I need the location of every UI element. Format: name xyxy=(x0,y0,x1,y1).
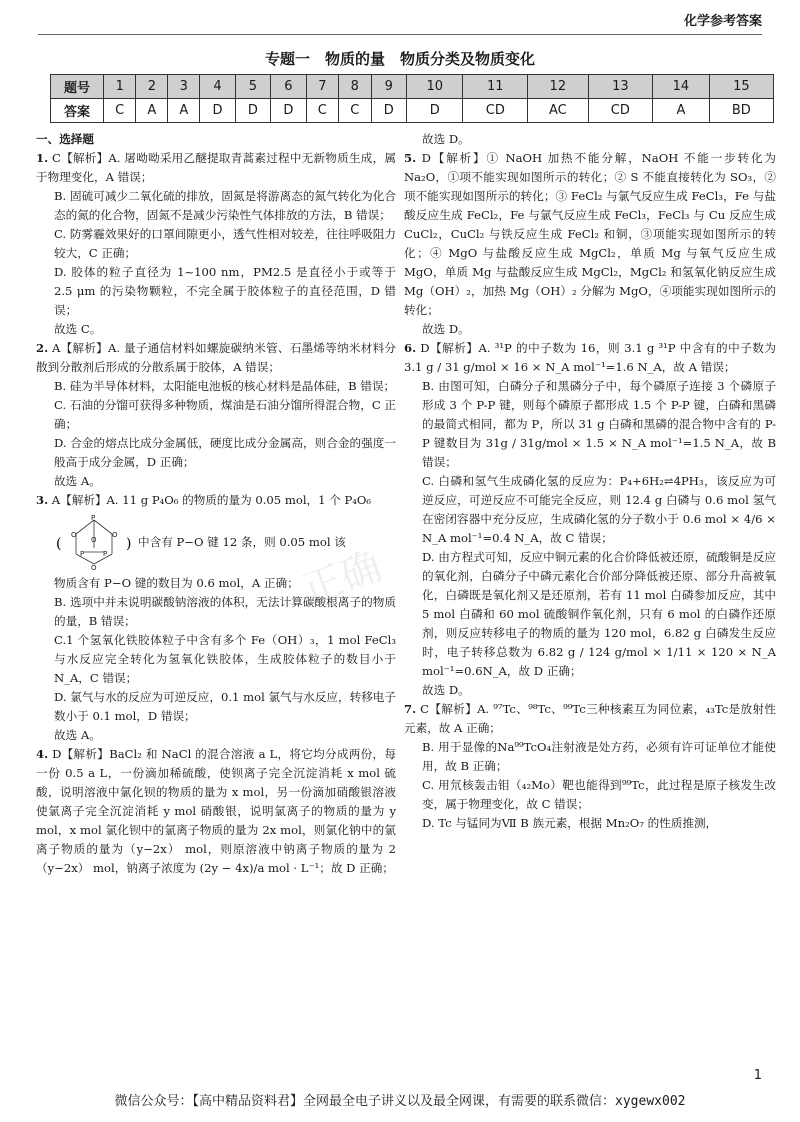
question-item xyxy=(404,339,776,377)
paragraph-text: B. 硅为半导体材料，太阳能电池板的核心材料是晶体硅，B 错误； xyxy=(54,379,396,393)
row-label-answer: 答案 xyxy=(51,99,104,123)
svg-text:O: O xyxy=(91,536,97,544)
question-answer-text: D【解析】① NaOH 加热不能分解，NaOH 不能一步转化为 Na₂O，①项不能实现如图所示的转化；② S 不能直接转化为 SO₃，②项不能实现如图所示的转化；③ FeCl₂ 与氯气反应生成 FeCl₃，Fe 与盐酸反应生成 FeCl₂，Fe 与氯气反应生成 FeCl₃，FeCl₃ 与 Cu 反应生成 CuCl₂，CuCl₂ 与铁反应生成 FeCl₂ 和铜，③项能实现如图所示的转化；④ MgO 与盐酸反应生成 MgCl₂，单质 Mg 与氧气反应生成 MgO，单质 Mg 与盐酸反应生成 MgCl₂，MgCl₂ 和氢氧化钠反应生成 Mg（OH）₂，加热 Mg（OH）₂ 分解为 MgO，④项能实现如图所示的转化； xyxy=(404,151,777,317)
question-answer-text: C【解析】A. 屠呦呦采用乙醚提取青蒿素过程中无新物质生成，属于物理变化，A 错误； xyxy=(36,151,396,184)
left-column xyxy=(36,130,396,878)
question-number-cell: 2 xyxy=(136,75,168,99)
question-number-cell: 15 xyxy=(709,75,773,99)
question-answer-text: A【解析】A. 11 g P₄O₆ 的物质的量为 0.05 mol，1 个 P₄O₆ xyxy=(51,493,372,507)
p4o6-structure xyxy=(36,510,396,574)
paragraph-text: 故选 D。 xyxy=(422,132,470,146)
question-item xyxy=(36,149,396,187)
answer-cell: D xyxy=(235,99,270,123)
paragraph-text: 故选 D。 xyxy=(422,683,470,697)
answer-cell: D xyxy=(406,99,462,123)
question-answer-text: C【解析】A. ⁹⁷Tc、⁹⁸Tc、⁹⁹Tc三种核素互为同位素，₄₃Tc是放射性元素，故 A 正确； xyxy=(404,702,776,735)
question-number-cell: 9 xyxy=(371,75,406,99)
answer-cell: C xyxy=(104,99,136,123)
svg-text:P: P xyxy=(103,550,108,558)
paragraph-text: C. 白磷和氢气生成磷化氢的反应为：P₄+6H₂⇌4PH₃，该反应为可逆反应，可逆反应不可能完全反应，则 12.4 g 白磷与 0.6 mol 氢气在密闭容器中充分反应，生成磷化氢的分子数小于 0.6 mol × 4/6 × N_A mol⁻¹=0.4 N_A，故 C 错误； xyxy=(422,474,776,545)
answer-cell: A xyxy=(136,99,168,123)
question-answer-text: D【解析】BaCl₂ 和 NaCl 的混合溶液 a L，将它均分成两份，每一份 0.5 a L，一份滴加稀硫酸，使钡离子完全沉淀消耗 x mol 硫酸，说明溶液中氯化钡的物质的量为 x mol，另一份滴加硝酸银溶液使氯离子完全沉淀消耗 y mol 硝酸银，说明氯离子的物质的量为 y mol，x mol 氯化钡中的氯离子物质的量为 2x mol，则氯化钠中的氯离子物质的量为（y−2x） mol，则原溶液中钠离子物质的量为 2（y−2x） mol，钠离子浓度为 (2y − 4x)/a mol · L⁻¹；故 D 正确； xyxy=(36,747,396,875)
header-divider xyxy=(38,34,762,35)
question-item xyxy=(36,745,396,878)
answer-cell: CD xyxy=(463,99,528,123)
question-item xyxy=(36,491,396,510)
paragraph-text: 物质含有 P−O 键的数目为 0.6 mol，A 正确； xyxy=(54,576,299,590)
paragraph-text: 故选 D。 xyxy=(422,322,470,336)
svg-text:): ) xyxy=(126,536,132,552)
p4o6-molecule-icon xyxy=(54,512,134,572)
question-number-cell: 13 xyxy=(588,75,653,99)
page-number: 1 xyxy=(753,1068,762,1083)
answer-cell: D xyxy=(371,99,406,123)
paragraph-text: C. 防雾霾效果好的口罩间隙更小，透气性相对较差，往往呼吸阻力较大，C 正确； xyxy=(54,227,396,260)
question-number: 4. xyxy=(36,747,49,761)
question-number: 1. xyxy=(36,151,49,165)
answer-cell: C xyxy=(339,99,371,123)
paragraph-text: D. 由方程式可知，反应中铜元素的化合价降低被还原，硫酸铜是反应的氧化剂，白磷分子中磷元素化合价部分降低被还原、部分升高被氧化，白磷既是氧化剂又是还原剂，若有 11 mol 白磷参加反应，其中 5 mol 白磷和 60 mol 硫酸铜作氧化剂，只有 6 mol 的白磷作还原剂，则反应转移电子的物质的量为 120 mol，6.82 g 白磷发生反应时，电子转移总数为 6.82 g / 124 g/mol × 1/11 × 120 × N_A mol⁻¹=0.6N_A，故 D 正确； xyxy=(422,550,776,678)
paragraph-text: D. 合金的熔点比成分金属低，硬度比成分金属高，则合金的强度一般高于成分金属，D 正确； xyxy=(54,436,396,469)
answer-table-number-row xyxy=(51,75,774,99)
paragraph-text: B. 选项中并未说明碳酸钠溶液的体积，无法计算碳酸根离子的物质的量，B 错误； xyxy=(54,595,396,628)
paragraph-text: C. 石油的分馏可获得多种物质，煤油是石油分馏所得混合物，C 正确； xyxy=(54,398,396,431)
page-title: 专题一 物质的量 物质分类及物质变化 xyxy=(264,50,535,68)
paragraph-text: 中含有 P−O 键 12 条，则 0.05 mol 该 xyxy=(138,534,346,549)
question-answer-text: A【解析】A. 量子通信材料如螺旋碳纳米管、石墨烯等纳米材料分散到分散剂后形成的分散系属于胶体，A 错误； xyxy=(36,341,396,374)
question-number-cell: 11 xyxy=(463,75,528,99)
answer-cell: A xyxy=(653,99,709,123)
answer-cell: C xyxy=(306,99,338,123)
svg-text:(: ( xyxy=(56,536,62,552)
paragraph-text: 故选 A。 xyxy=(54,728,101,742)
answer-cell: A xyxy=(168,99,200,123)
svg-text:O: O xyxy=(71,531,77,539)
question-number-cell: 7 xyxy=(306,75,338,99)
paragraph-text: D. Tc 与锰同为Ⅶ B 族元素，根据 Mn₂O₇ 的性质推测， xyxy=(422,816,718,830)
footer-wechat-id: xygewx002 xyxy=(615,1094,686,1109)
answer-cell: AC xyxy=(528,99,588,123)
question-answer-text: D【解析】A. ³¹P 的中子数为 16，则 3.1 g ³¹P 中含有的中子数为 3.1 g / 31 g/mol × 16 × N_A mol⁻¹=1.6 N_A，故 A 错误； xyxy=(404,341,776,374)
answer-table xyxy=(50,74,774,123)
question-number-cell: 10 xyxy=(406,75,462,99)
question-number-cell: 3 xyxy=(168,75,200,99)
paragraph-text: D. 氯气与水的反应为可逆反应，0.1 mol 氯气与水反应，转移电子数小于 0.1 mol，D 错误； xyxy=(54,690,396,723)
question-number-cell: 4 xyxy=(200,75,235,99)
svg-text:O: O xyxy=(91,564,97,572)
question-number: 2. xyxy=(36,341,49,355)
question-number: 6. xyxy=(404,341,417,355)
question-item xyxy=(404,700,776,738)
svg-text:P: P xyxy=(80,550,85,558)
question-number-cell: 14 xyxy=(653,75,709,99)
footer xyxy=(0,1090,800,1109)
question-number-cell: 6 xyxy=(271,75,306,99)
svg-text:P: P xyxy=(91,514,96,522)
header-subject-title: 化学参考答案 xyxy=(683,14,762,29)
paragraph-text: B. 由图可知，白磷分子和黑磷分子中，每个磷原子连接 3 个磷原子形成 3 个 P-P 键，则每个磷原子都形成 1.5 个 P-P 键，白磷和黑磷的最简式相同，都为 P，所以 31 g 白磷和黑磷的混合物中含有的 P-P 键数目为 31g / 31g/mol × 1.5 × N_A mol⁻¹=1.5 N_A，故 B 错误； xyxy=(422,379,776,469)
question-number: 7. xyxy=(404,702,417,716)
paragraph-text: D. 胶体的粒子直径为 1~100 nm，PM2.5 是直径小于或等于 2.5 μm 的污染物颗粒，不完全属于胶体粒子的直径范围，D 错误； xyxy=(54,265,396,317)
question-number-cell: 8 xyxy=(339,75,371,99)
answer-cell: CD xyxy=(588,99,653,123)
question-item xyxy=(404,149,776,320)
answer-table-answer-row xyxy=(51,99,774,123)
paragraph-text: 故选 A。 xyxy=(54,474,101,488)
answer-cell: BD xyxy=(709,99,773,123)
question-number-cell: 1 xyxy=(104,75,136,99)
question-number: 3. xyxy=(36,493,49,507)
svg-text:O: O xyxy=(112,531,118,539)
paragraph-text: 故选 C。 xyxy=(54,322,102,336)
section-heading: 一、选择题 xyxy=(36,132,94,146)
paragraph-text: C.1 个氢氧化铁胶体粒子中含有多个 Fe（OH）₃，1 mol FeCl₃ 与水反应完全转化为氢氧化铁胶体，生成胶体粒子的数目小于 N_A，C 错误； xyxy=(54,633,396,685)
answer-cell: D xyxy=(271,99,306,123)
right-column xyxy=(404,130,776,833)
question-number-cell: 12 xyxy=(528,75,588,99)
answer-cell: D xyxy=(200,99,235,123)
watermark-logo: 正确 xyxy=(296,543,388,615)
question-number-cell: 5 xyxy=(235,75,270,99)
question-item xyxy=(36,339,396,377)
paragraph-text: B. 固硫可减少二氧化硫的排放，固氮是将游离态的氮气转化为化合态的氮的化合物，固氮不是减少污染性气体排放的方法，B 错误； xyxy=(54,189,396,222)
footer-text: 微信公众号：【高中精品资料君】全网最全电子讲义以及最全网课，有需要的联系微信： xyxy=(114,1094,616,1109)
row-label-number: 题号 xyxy=(51,75,104,99)
question-number: 5. xyxy=(404,151,417,165)
paragraph-text: C. 用氘核轰击钼（₄₂Mo）靶也能得到⁹⁹Tc，此过程是原子核发生改变，属于物理变化，故 C 错误； xyxy=(422,778,776,811)
paragraph-text: B. 用于显像的Na⁹⁹TcO₄注射液是处方药，必须有许可证单位才能使用，故 B 正确； xyxy=(422,740,776,773)
